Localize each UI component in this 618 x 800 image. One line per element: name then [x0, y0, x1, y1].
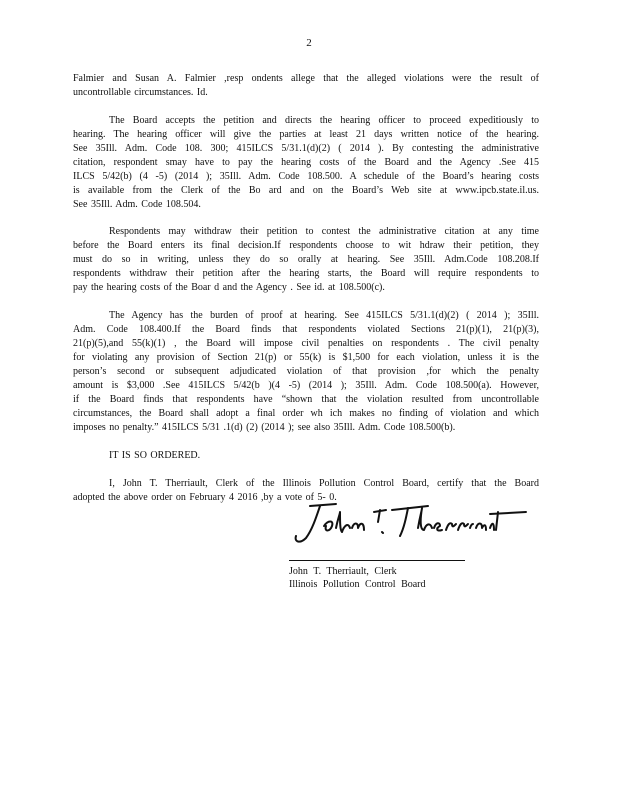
signature-line	[289, 560, 465, 561]
handwritten-signature	[290, 500, 530, 550]
paragraph-board-accepts	[73, 114, 539, 212]
text-line: The Board accepts the petition and directs the hearing officer to proceed expeditiously to	[109, 115, 539, 126]
paragraph-withdraw-petition	[73, 225, 539, 295]
text-line: Falmier and Susan A. Falmier ,resp ondents allege that the alleged violations were the result of	[73, 73, 539, 84]
text-line: citation, respondent smay have to pay the hearing costs of the Board and the Agency .See 415	[73, 157, 539, 168]
text-line: uncontrollable circumstances. Id.	[73, 87, 208, 98]
signer-name: John T. Therriault, Clerk	[289, 566, 397, 577]
text-line: if the Board finds that respondents have “shown that the violation resulted from uncontrollable	[73, 394, 539, 405]
page-number: 2	[306, 37, 312, 49]
text-line: respondents withdraw their petition after the hearing starts, the Board will require respondents to	[73, 268, 539, 279]
text-line: person’s second or subsequent adjudicated violation of that provision ,for which the penalty	[73, 366, 539, 377]
text-line: See 35Ill. Adm. Code 108.504.	[73, 199, 201, 210]
text-line: amount is $3,000 .See 415ILCS 5/42(b )(4 -5) (2014 ); 35Ill. Adm. Code 108.500(a). However,	[73, 380, 539, 391]
paragraph-burden-of-proof	[73, 309, 539, 435]
text-line: IT IS SO ORDERED.	[109, 450, 201, 461]
text-line: before the Board enters its final decision.If respondents choose to wit hdraw their petition, they	[73, 240, 539, 251]
text-line: Adm. Code 108.400.If the Board finds that respondents violated Sections 21(p)(1), 21(p)(3),	[73, 324, 539, 335]
text-line: ILCS 5/42(b) (4 -5) (2014 ); 35Ill. Adm. Code 108.500. A schedule of the Board’s hearing costs	[73, 171, 539, 182]
text-line: adopted the above order on February 4 2016 ,by a vote of 5- 0.	[73, 492, 337, 503]
paragraph-respondents-allege	[73, 72, 539, 100]
text-line: I, John T. Therriault, Clerk of the Illinois Pollution Control Board, certify that the Board	[109, 478, 539, 489]
text-line: pay the hearing costs of the Boar d and the Agency . See id. at 108.500(c).	[73, 282, 385, 293]
text-line: The Agency has the burden of proof at hearing. See 415ILCS 5/31.1(d)(2) ( 2014 ); 35Ill.	[109, 310, 539, 321]
text-line: for violating any provision of Section 21(p) or 55(k) is $1,500 for each violation, unless it is the	[73, 352, 539, 363]
signer-title: Illinois Pollution Control Board	[289, 579, 426, 590]
text-line: imposes no penalty.” 415ILCS 5/31 .1(d) (2) (2014 ); see also 35Ill. Adm. Code 108.500(b).	[73, 422, 456, 433]
text-line: See 35Ill. Adm. Code 108. 300; 415ILCS 5/31.1(d)(2) ( 2014 ). By contesting the administrative	[73, 143, 539, 154]
text-line: must do so in writing, unless they do so orally at hearing. See 35Ill. Adm.Code 108.208.If	[73, 254, 539, 265]
text-line: Respondents may withdraw their petition to contest the administrative citation at any time	[109, 226, 539, 237]
text-line: is available from the Clerk of the Bo ard and on the Board’s Web site at www.ipcb.state.il.us.	[73, 185, 539, 196]
paragraph-so-ordered	[73, 449, 539, 463]
text-line: circumstances, the Board shall adopt a final order wh ich makes no finding of violation and which	[73, 408, 539, 419]
signature-block	[289, 565, 426, 591]
text-line: hearing. The hearing officer will give the parties at least 21 days written notice of the hearing.	[73, 129, 539, 140]
text-line: 21(p)(5),and 55(k)(1) , the Board will impose civil penalties on respondents . The civil penalty	[73, 338, 539, 349]
